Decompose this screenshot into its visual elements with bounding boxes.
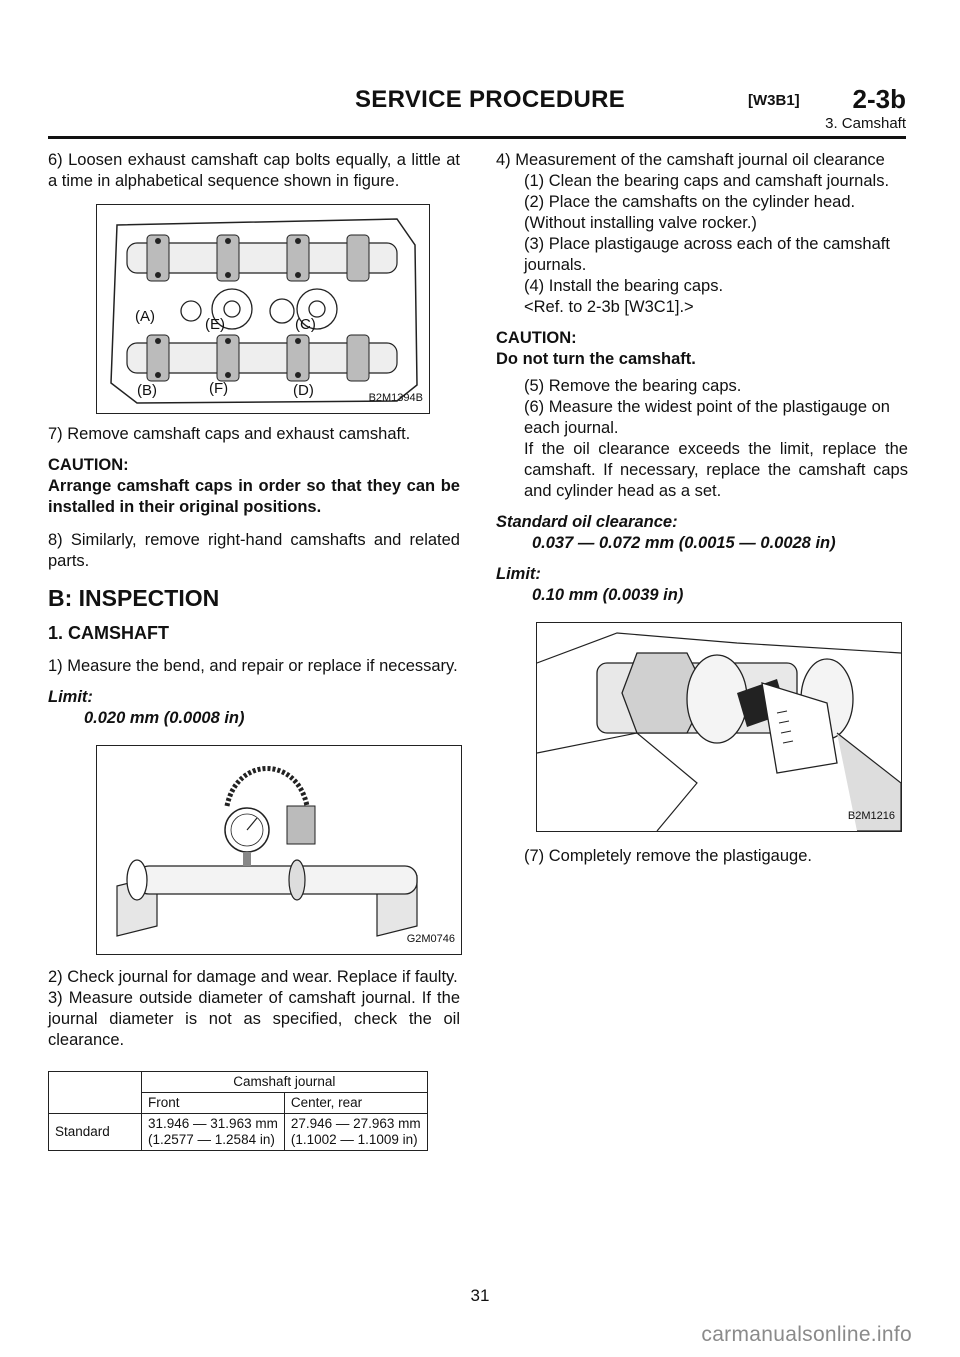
table-cell-center xyxy=(284,1114,427,1151)
header-code: [W3B1] xyxy=(748,92,800,109)
std-clearance-label: Standard oil clearance: xyxy=(496,513,678,531)
fig-label-e: (E) xyxy=(205,316,225,333)
figure-dial-gauge xyxy=(96,745,462,955)
header-subtitle: 3. Camshaft xyxy=(825,115,906,132)
step-4-substeps xyxy=(496,171,908,318)
substep-7: (7) Completely remove the plastigauge. xyxy=(524,847,812,865)
header-section: 2-3b xyxy=(852,84,906,114)
header-title: SERVICE PROCEDURE xyxy=(355,86,626,113)
substep-4: (4) Install the bearing caps. xyxy=(524,277,724,295)
page-number: 31 xyxy=(470,1286,490,1305)
dial-gauge-illustration xyxy=(97,746,461,954)
front-in: (1.2577 — 1.2584 in) xyxy=(148,1132,275,1147)
figure-plastigauge xyxy=(536,622,902,832)
substep-3: (3) Place plastigauge across each of the camshaft journals. xyxy=(524,235,890,274)
watermark-site: carmanualsonline.info xyxy=(701,1323,912,1346)
std-clearance-value: 0.037 — 0.072 mm (0.0015 — 0.0028 in) xyxy=(532,534,836,552)
step-7-text: 7) Remove camshaft caps and exhaust camshaft. xyxy=(48,425,411,443)
limit-label: Limit: xyxy=(48,688,93,706)
journal-spec-table xyxy=(48,1071,428,1151)
inspection-step-1: 1) Measure the bend, and repair or replace if necessary. xyxy=(48,657,458,675)
header-rule xyxy=(48,136,906,139)
figure-code: B2M1216 xyxy=(847,810,895,822)
fig-label-f: (F) xyxy=(209,380,229,397)
substep-2: (2) Place the camshafts on the cylinder head. (Without installing valve rocker.) xyxy=(524,193,856,232)
step-6-text: 6) Loosen exhaust camshaft cap bolts equally, a little at a time in alphabetical sequence shown in figure. xyxy=(48,151,460,190)
center-mm: 27.946 — 27.963 mm xyxy=(290,1116,421,1131)
fig-label-a: (A) xyxy=(135,308,155,325)
section-heading-inspection: B: INSPECTION xyxy=(48,585,220,611)
figure-code: G2M0746 xyxy=(406,933,455,945)
table-col-center: Center, rear xyxy=(284,1093,427,1114)
substep-1: (1) Clean the bearing caps and camshaft journals. xyxy=(524,172,890,190)
front-mm: 31.946 — 31.963 mm xyxy=(148,1116,278,1131)
figure-cap-bolt-sequence xyxy=(96,204,430,414)
fig-label-c: (C) xyxy=(295,316,316,333)
table-cell-front xyxy=(142,1114,285,1151)
figure-code: B2M1394B xyxy=(368,392,423,404)
table-row-label: Standard xyxy=(49,1114,142,1151)
table-row xyxy=(49,1114,428,1151)
left-column xyxy=(48,150,460,1151)
table-empty-cell xyxy=(49,1072,142,1114)
plastigauge-illustration xyxy=(537,623,901,831)
limit-value: 0.020 mm (0.0008 in) xyxy=(84,709,245,727)
caution-title: CAUTION: xyxy=(48,456,129,474)
step-4-substeps-cont xyxy=(496,376,908,502)
substep-4-ref: <Ref. to 2-3b [W3C1].> xyxy=(524,298,694,316)
fig-label-b: (B) xyxy=(137,382,157,399)
table-col-front: Front xyxy=(142,1093,285,1114)
inspection-step-2: 2) Check journal for damage and wear. Replace if faulty. xyxy=(48,968,458,986)
inspection-step-3: 3) Measure outside diameter of camshaft journal. If the journal diameter is not as specified, check the oil clearance. xyxy=(48,989,460,1049)
step-4-text: 4) Measurement of the camshaft journal oil clearance xyxy=(496,151,885,169)
substep-5: (5) Remove the bearing caps. xyxy=(524,377,742,395)
limit-label: Limit: xyxy=(496,565,541,583)
caution-text: Arrange camshaft caps in order so that they can be installed in their original positions. xyxy=(48,477,460,516)
caution-text: Do not turn the camshaft. xyxy=(496,350,696,368)
fig-label-d: (D) xyxy=(293,382,314,399)
caution-title: CAUTION: xyxy=(496,329,577,347)
limit-value: 0.10 mm (0.0039 in) xyxy=(532,586,684,604)
subsection-heading-camshaft: 1. CAMSHAFT xyxy=(48,623,169,643)
substep-6: (6) Measure the widest point of the plastigauge on each journal. xyxy=(524,398,890,437)
cylinder-head-illustration xyxy=(97,205,429,413)
right-column xyxy=(496,150,908,877)
step-8-text: 8) Similarly, remove right-hand camshafts and related parts. xyxy=(48,531,460,570)
center-in: (1.1002 — 1.1009 in) xyxy=(290,1132,418,1147)
table-group-header: Camshaft journal xyxy=(142,1072,428,1093)
substep-6-note: If the oil clearance exceeds the limit, replace the camshaft. If necessary, replace the camshaft caps and cylinder head as a set. xyxy=(524,440,908,500)
